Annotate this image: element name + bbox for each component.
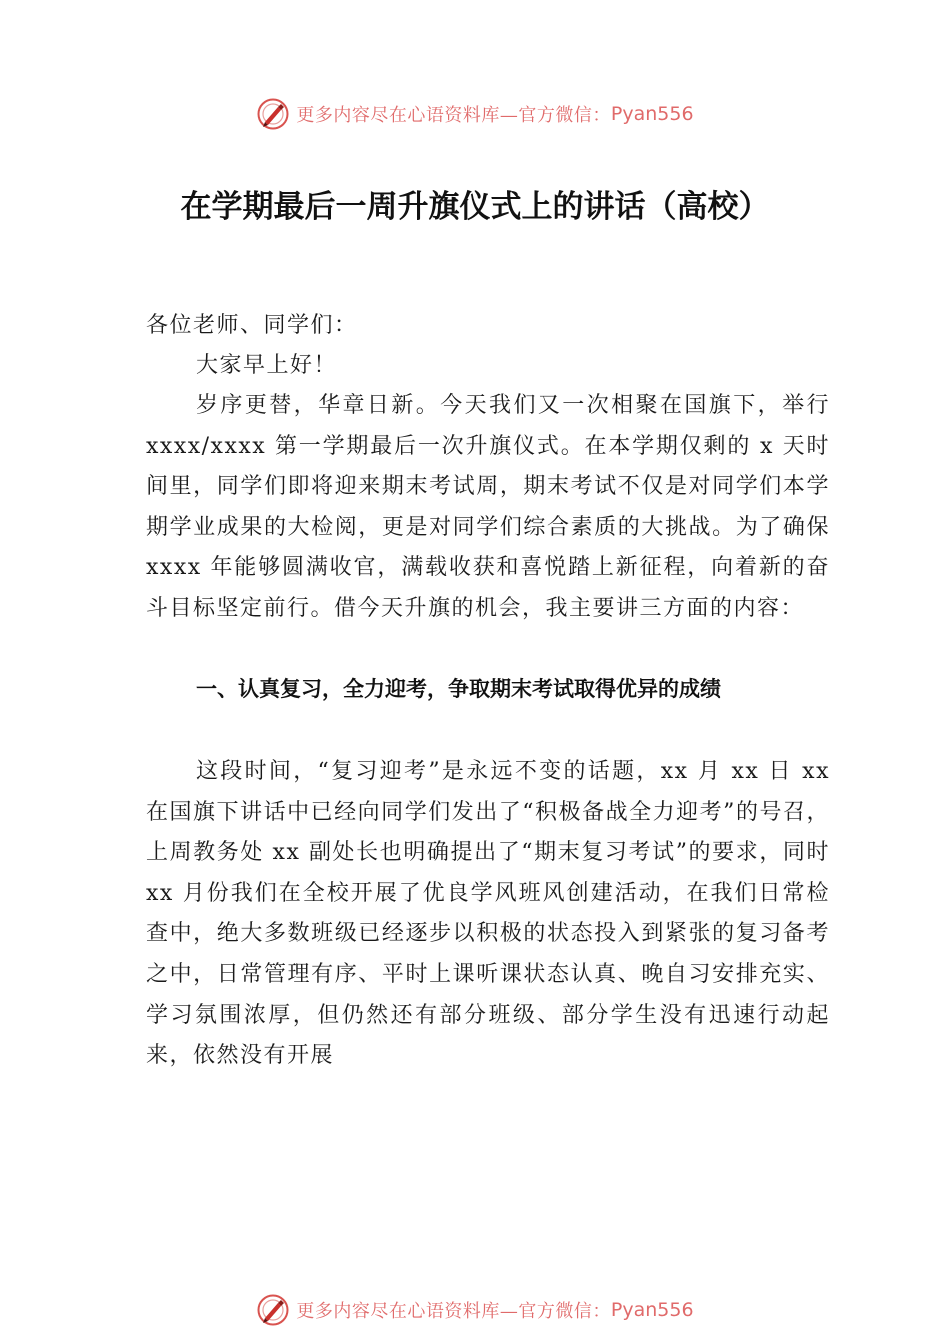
banner-text: 更多内容尽在心语资料库—官方微信： <box>296 105 611 126</box>
salutation: 各位老师、同学们： <box>146 313 358 338</box>
paragraph-section-1: 这段时间，“复习迎考”是永远不变的话题，xx 月 xx 日 xx 在国旗下讲话中已经向同学们发出了“积极备战全力迎考”的号召，上周教务处 xx 副处长也明确提出了“期末复习考试”的要求，同时 xx 月份我们在全校开展了优良学风班风创建活动，在我们日常检查中，绝大多数班级已经逐步以积极的状态投入到紧张的复习备考之中，日常管理有序、平时上课听课状态认真、晚自习安排充实、学习氛围浓厚，但仍然还有部分班级、部分学生没有迅速行动起来，依然没有开展 <box>146 759 830 1069</box>
pen-circle-logo-icon <box>256 1293 290 1327</box>
footer-watermark-banner <box>0 1288 950 1332</box>
banner-wechat-id: Pyan556 <box>610 1299 694 1321</box>
banner-text: 更多内容尽在心语资料库—官方微信： <box>296 1301 611 1322</box>
paragraph-intro: 岁序更替，华章日新。今天我们又一次相聚在国旗下，举行 xxxx/xxxx 第一学期最后一次升旗仪式。在本学期仅剩的 x 天时间里，同学们即将迎来期末考试周，期末考试不仅是对同学们本学期学业成果的大检阅，更是对同学们综合素质的大挑战。为了确保 xxxx 年能够圆满收官，满载收获和喜悦踏上新征程，向着新的奋斗目标坚定前行。借今天升旗的机会，我主要讲三方面的内容： <box>146 393 830 621</box>
header-watermark-banner <box>0 92 950 136</box>
greeting: 大家早上好！ <box>196 353 338 378</box>
document-title: 在学期最后一周升旗仪式上的讲话（高校） <box>180 189 770 225</box>
section-heading-1: 一、认真复习，全力迎考，争取期末考试取得优异的成绩 <box>196 677 721 701</box>
pen-circle-logo-icon <box>256 97 290 131</box>
banner-wechat-id: Pyan556 <box>610 103 694 125</box>
